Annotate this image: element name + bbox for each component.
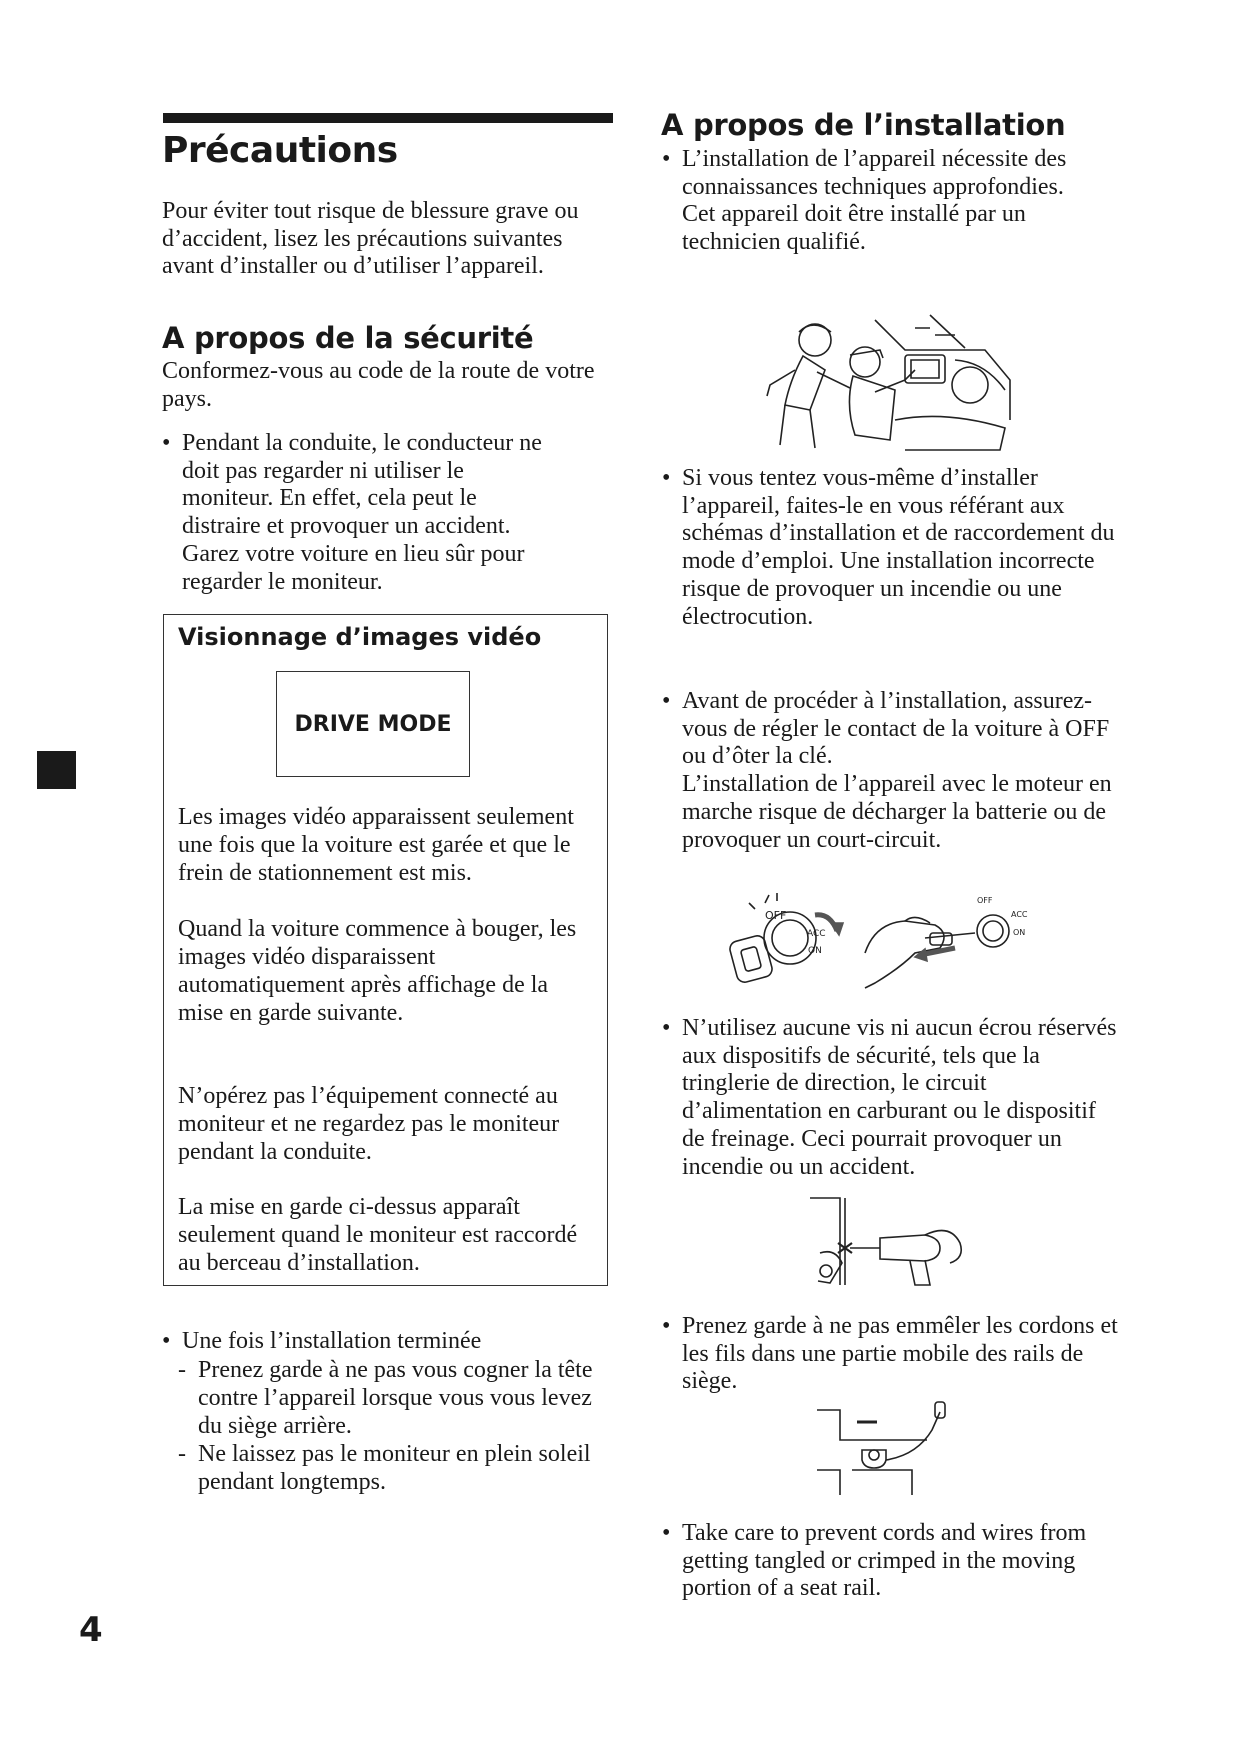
safety-bullet-line: • Pendant la conduite, le conducteur ne [182,430,542,456]
installation-bullet-1 [662,146,1122,257]
video-box-para3: N’opérez pas l’équipement connecté au moniteur et ne regardez pas le moniteur pendant la conduite. [178,1083,560,1165]
after-install-bullet: • Une fois l’installation terminée [162,1328,622,1356]
installation-bullet-3-list [662,688,1122,854]
safety-bullet [162,430,622,596]
drive-mode-label: DRIVE MODE [294,711,452,737]
installation-bullet-3b: L’installation de l’appareil avec le moteur en marche risque de décharger la batterie ou de provoquer un court-circuit. [682,771,1112,853]
video-box-para1: Les images vidéo apparaissent seulement une fois que la voiture est garée et que le frein de stationnement est mis. [178,804,574,886]
video-box-para2: Quand la voiture commence à bouger, les images vidéo disparaissent automatiquement après affichage de la mise en garde suivante. [178,916,577,1026]
installation-bullet-5-list [662,1313,1122,1396]
after-install-dash-list [162,1356,612,1496]
technicians-installing-illustration [755,310,1015,455]
installation-bullet-4: • N’utilisez aucune vis ni aucun écrou réservés aux dispositifs de sécurité, tels que la tringlerie de direction, le circuit d’alimentation en carburant ou le dispositif de freinage. Ceci pourrait provoquer un incendie ou un accident. [662,1015,1122,1181]
after-install-bullets [162,1328,622,1356]
installation-bullet-1a: • L’installation de l’appareil nécessite des connaissances techniques approfondies. [682,146,1067,200]
safety-bullets [162,430,622,596]
installation-bullet-5: • Prenez garde à ne pas emmêler les cordons et les fils dans une partie mobile des rails de siège. [662,1313,1122,1396]
safety-intro: Conformez-vous au code de la route de votre pays. [162,358,595,412]
safety-bullet-line: moniteur. En effet, cela peut le [182,485,477,512]
safety-heading: A propos de la sécurité [162,321,534,355]
section-tab-marker [37,751,76,789]
after-install-dash-item: - Prenez garde à ne pas vous cogner la tête contre l’appareil lorsque vous vous levez du siège arrière. [162,1356,612,1440]
ignition-off-label-2: OFF [977,896,993,905]
safety-bullet-line: regarder le moniteur. [182,568,383,595]
installation-bullet-1b: Cet appareil doit être installé par un technicien qualifié. [682,201,1026,256]
ignition-acc-label: ACC [807,929,826,939]
installation-bullet-2-list [662,465,1122,631]
ignition-key-illustration [725,893,1035,993]
page-number: 4 [79,1610,103,1650]
safety-bullet-line: doit pas regarder ni utiliser le [182,457,464,484]
installation-bullet-2: • Si vous tentez vous-même d’installer l’appareil, faites-le en vous référant aux schémas d’installation et de raccordement du mode d’emploi. Une installation incorrecte risque de provoquer un incendie ou une électrocution. [662,465,1122,631]
installation-bullet-6-list [662,1520,1122,1603]
drill-warning-illustration [800,1193,970,1288]
safety-bullet-line: Garez votre voiture en lieu sûr pour [182,540,525,567]
video-box-para4: La mise en garde ci-dessus apparaît seulement quand le moniteur est raccordé au berceau d’installation. [178,1194,578,1276]
page-title: Précautions [162,130,398,171]
video-box-title: Visionnage d’images vidéo [178,623,542,651]
after-install-dash-item: - Ne laissez pas le moniteur en plein soleil pendant longtemps. [162,1440,612,1496]
ignition-on-label-2: ON [1013,928,1026,937]
installation-bullet-3a: • Avant de procéder à l’installation, assurez-vous de régler le contact de la voiture à OFF ou d’ôter la clé. [682,688,1110,770]
intro-paragraph: Pour éviter tout risque de blessure grave ou d’accident, lisez les précautions suivantes avant d’installer ou d’utiliser l’appareil. [162,198,579,279]
ignition-acc-label-2: ACC [1011,910,1028,919]
ignition-off-label: OFF [765,909,787,922]
drive-mode-display [276,671,470,777]
installation-heading: A propos de l’installation [661,108,1066,142]
safety-bullet-line: distraire et provoquer un accident. [182,513,511,540]
ignition-on-label: ON [808,946,822,956]
seat-rail-illustration [812,1400,962,1500]
installation-bullet-4-list [662,1015,1122,1181]
title-rule [163,113,613,123]
installation-bullet-6: • Take care to prevent cords and wires from getting tangled or crimped in the moving portion of a seat rail. [662,1520,1122,1603]
